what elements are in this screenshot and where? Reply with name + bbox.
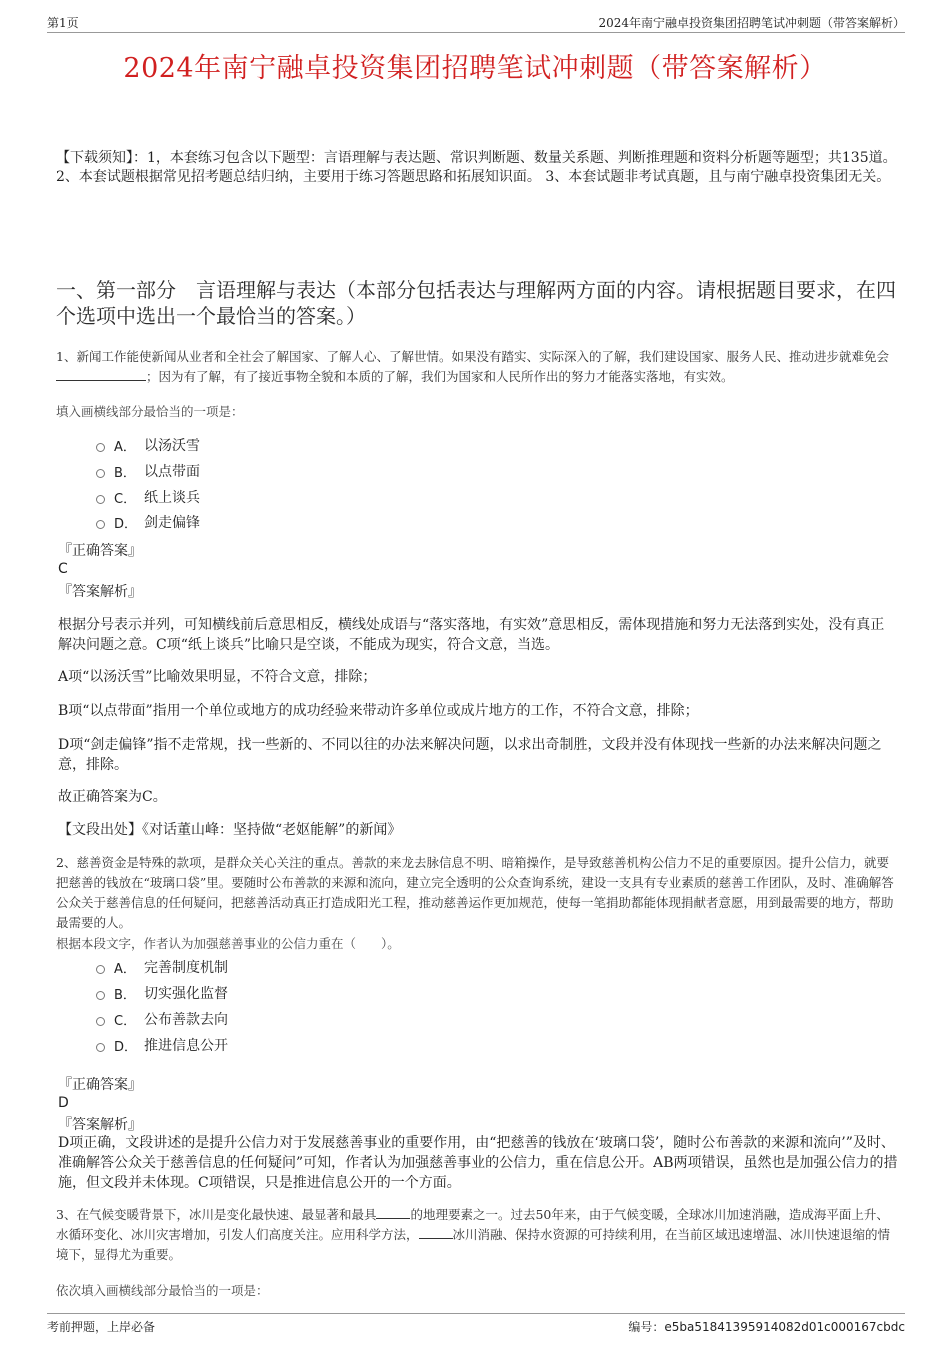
radio-icon[interactable] (96, 469, 105, 478)
radio-icon[interactable] (96, 991, 105, 1000)
radio-icon[interactable] (96, 520, 105, 529)
q2-analysis-label: 『答案解析』 (58, 1117, 142, 1133)
q1-analysis-para: D项“剑走偏锋”指不走常规，找一些新的、不同以往的办法来解决问题，以求出奇制胜，文段并没有体现找一些新的办法来解决问题之意，排除。 (58, 737, 882, 773)
q2-answer: D (58, 1095, 69, 1111)
q1-analysis-label: 『答案解析』 (58, 584, 142, 600)
footer-slogan: 考前押题，上岸必备 (47, 1320, 156, 1334)
question-3-prompt: 依次填入画横线部分最恰当的一项是： (56, 1283, 269, 1298)
question-2-stem: 2、慈善资金是特殊的款项，是群众关心关注的重点。善款的来龙去脉信息不明、暗箱操作，是导致慈善机构公信力不足的重要原因。提升公信力，就要把慈善的钱放在“玻璃口袋”里。要随时公布善款的来源和流向，建立完全透明的公众查询系统，建设一支具有专业素质的慈善工作团队，及时、准确解答公众关于慈善信息的任何疑问，把慈善活动真正打造成阳光工程，推动慈善运作更加规范，使每一笔捐助都能体现捐献者意愿，用到最需要的地方，帮助最需要的人。 (56, 855, 894, 930)
q2-option-a[interactable]: A． 完善制度机制 (96, 956, 228, 978)
download-notice: 【下载须知】：1，本套练习包含以下题型：言语理解与表达题、常识判断题、数量关系题、判断推理题和资料分析题等题型；共135道。 2、本套试题根据常见招考题总结归纳，主要用于练习答题思路和拓展知识面。 3、本套试题非考试真题，且与南宁融卓投资集团无关。 (56, 150, 897, 185)
radio-icon[interactable] (96, 1017, 105, 1026)
radio-icon[interactable] (96, 443, 105, 452)
question-1-stem: 1、新闻工作能使新闻从业者和全社会了解国家、了解人心、了解世情。如果没有踏实、实际深入的了解，我们建设国家、服务人民、推动进步就难免会；因为有了解，有了接近事物全貌和本质的了解，我们为国家和人民所作出的努力才能落实落地，有实效。 (56, 349, 889, 384)
q2-option-b[interactable]: B． 切实强化监督 (96, 982, 228, 1004)
fill-blank (376, 1206, 410, 1219)
page-header (47, 14, 905, 33)
radio-icon[interactable] (96, 1043, 105, 1052)
question-1-prompt: 填入画横线部分最恰当的一项是： (56, 404, 244, 419)
q1-analysis-para: A项“以汤沃雪”比喻效果明显，不符合文意，排除； (58, 669, 377, 685)
question-2-prompt: 根据本段文字，作者认为加强慈善事业的公信力重在（ ）。 (56, 936, 400, 951)
q2-option-c[interactable]: C． 公布善款去向 (96, 1008, 228, 1030)
q2-answer-label: 『正确答案』 (58, 1077, 142, 1093)
header-doc-title: 2024年南宁融卓投资集团招聘笔试冲刺题（带答案解析） (598, 16, 905, 30)
page-title: 2024年南宁融卓投资集团招聘笔试冲刺题（带答案解析） (123, 53, 827, 84)
q1-answer: C (58, 561, 68, 577)
page-footer (47, 1313, 905, 1334)
q1-analysis-para: 根据分号表示并列，可知横线前后意思相反，横线处成语与“落实落地，有实效”意思相反，需体现措施和努力无法落到实处，没有真正解决问题之意。C项“纸上谈兵”比喻只是空谈，不能成为现实，符合文意，当选。 (58, 617, 885, 653)
q1-option-a[interactable]: A． 以汤沃雪 (96, 434, 200, 456)
q1-answer-label: 『正确答案』 (58, 543, 142, 559)
q2-analysis: D项正确，文段讲述的是提升公信力对于发展慈善事业的重要作用，由“把慈善的钱放在‘玻璃口袋’，随时公布善款的来源和流向’”及时、准确解答公众关于慈善信息的任何疑问”可知，作者认为加强慈善事业的公信力，重在信息公开。AB两项错误，虽然也是加强公信力的措施，但文段并未体现。C项错误，只是推进信息公开的一个方面。 (58, 1135, 898, 1191)
question-3-stem: 3、在气候变暖背景下，冰川是变化最快速、最显著和最具 的地理要素之一。过去50年来，由于气候变暖，全球冰川加速消融，造成海平面上升、水循环变化、冰川灾害增加，引发人们高度关注。应用科学方法， 冰川消融、保持水资源的可持续利用，在当前区域迅速增温、冰川快速退缩的情境下，显得尤为重要。 (56, 1207, 891, 1262)
q2-option-d[interactable]: D． 推进信息公开 (96, 1034, 228, 1056)
fill-blank (419, 1226, 453, 1239)
radio-icon[interactable] (96, 965, 105, 974)
fill-blank (56, 368, 146, 381)
q1-option-c[interactable]: C． 纸上谈兵 (96, 486, 200, 508)
q1-analysis-para: 故正确答案为C。 (58, 789, 167, 805)
q1-analysis-para: B项“以点带面”指用一个单位或地方的成功经验来带动许多单位或成片地方的工作，不符合文意，排除； (58, 703, 699, 719)
q1-source: 【文段出处】《对话董山峰：坚持做“老妪能解”的新闻》 (58, 822, 402, 838)
radio-icon[interactable] (96, 495, 105, 504)
section-heading: 一、第一部分 言语理解与表达（本部分包括表达与理解两方面的内容。请根据题目要求，在四个选项中选出一个最恰当的答案。） (56, 278, 896, 328)
footer-code: 编号：e5ba51841395914082d01c000167cbdc (628, 1320, 905, 1334)
q1-option-d[interactable]: D． 剑走偏锋 (96, 511, 200, 533)
page-number: 第1页 (47, 16, 79, 30)
q1-option-b[interactable]: B． 以点带面 (96, 460, 200, 482)
